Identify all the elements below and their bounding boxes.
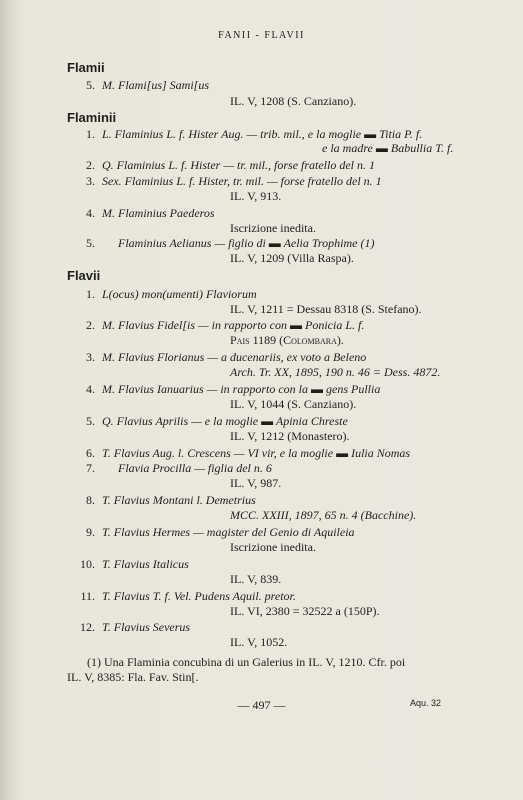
section-heading-flamii: Flamii	[67, 60, 105, 75]
footnote-line-1: (1) Una Flaminia concubina di un Galerius in IL. V, 1210. Cfr. poi	[87, 655, 406, 669]
citation-line: IL. V, 1211 = Dessau 8318 (S. Stefano).	[230, 302, 422, 316]
citation-line: IL. V, 987.	[230, 476, 282, 490]
citation-line: Arch. Tr. XX, 1895, 190 n. 46 = Dess. 4872.	[230, 365, 441, 379]
citation-line: MCC. XXIII, 1897, 65 n. 4 (Bacchine).	[230, 508, 417, 522]
entry-continuation: e la madre ▬ Babullia T. f.	[322, 141, 454, 155]
citation-line: IL. V, 839.	[230, 572, 282, 586]
citation-line: Iscrizione inedita.	[230, 221, 316, 235]
citation-line: IL. VI, 2380 = 32522 a (150P).	[230, 604, 380, 618]
page-number: — 497 —	[237, 698, 286, 712]
printer-signature: Aqu. 32	[410, 698, 442, 708]
section-heading-flaminii: Flaminii	[67, 110, 117, 125]
section-heading-flavii: Flavii	[67, 268, 101, 283]
citation-line: IL. V, 1208 (S. Canziano).	[230, 94, 357, 108]
citation-line: IL. V, 1044 (S. Canziano).	[230, 397, 357, 411]
footnote-line-2: IL. V, 8385: Fla. Fav. Stin[.	[67, 670, 199, 684]
citation-line: IL. V, 1209 (Villa Raspa).	[230, 251, 354, 265]
citation-line: IL. V, 1212 (Monastero).	[230, 429, 350, 443]
citation-line: IL. V, 913.	[230, 189, 282, 203]
running-head: FANII - FLAVII	[218, 30, 305, 41]
citation-line: Iscrizione inedita.	[230, 540, 316, 554]
citation-line: IL. V, 1052.	[230, 635, 288, 649]
citation-line: Pais 1189 (Colombara).	[230, 333, 344, 347]
book-page: FANII - FLAVII Flamii 5. M. Flami[us] Sami[us IL. V, 1208 (S. Canziano). Flaminii 1. L. Flaminius L. f. Hister Aug. — trib. mil., e la moglie ▬ Titia P. f. e la madre ▬ Babullia T. f. 2. Q. Flaminius L. f. Hister — tr. mil., forse fratello del n. 1 3. Sex. Flaminius L. f. Hister, tr. mil. — forse fratello del n. 1 IL. V, 913. 4. M. Flaminius Paederos Iscrizione inedita. 5. Flaminius Aelianus — figlio di ▬ Aelia Trophime (1) IL. V, 1209 (Villa Raspa). Flavii 1. L(ocus) mon(umenti) Flaviorum IL. V, 1211 = Dessau 8318 (S. Stefano). 2. M. Flavius Fidel[is — in rapporto con ▬ Ponicia L. f. Pais 1189 (Colombara). 3. M. Flavius Florianus — a ducenariis, ex voto a Beleno Arch. Tr. XX, 1895, 190 n. 46 = Dess. 4872. 4. M. Flavius Ianuarius — in rapporto con la ▬ gens Pullia IL. V, 1044 (S. Canziano). 5. Q. Flavius Aprilis — e la moglie ▬ Apinia Chreste IL. V, 1212 (Monastero). 6. T. Flavius Aug. l. Crescens — VI vir, e la moglie ▬ Iulia Nomas 7. Flavia Procilla — figlia del n. 6 IL. V, 987. 8. T. Flavius Montani l. Demetrius MCC. XXIII, 1897, 65 n. 4 (Bacchine). 9. T. Flavius Hermes — magister del Genio di Aquileia Iscrizione inedita. 10. T. Flavius Italicus IL. V, 839. 11. T. Flavius T. f. Vel. Pudens Aquil. pretor. IL. VI, 2380 = 32522 a (150P). 12. T. Flavius Severus IL. V, 1052. (1) Una Flaminia concubina di un Galerius in IL. V, 1210. Cfr. poi IL. V, 8385: Fla. Fav. Stin[. — 497 — Aqu. 32	[0, 0, 523, 800]
